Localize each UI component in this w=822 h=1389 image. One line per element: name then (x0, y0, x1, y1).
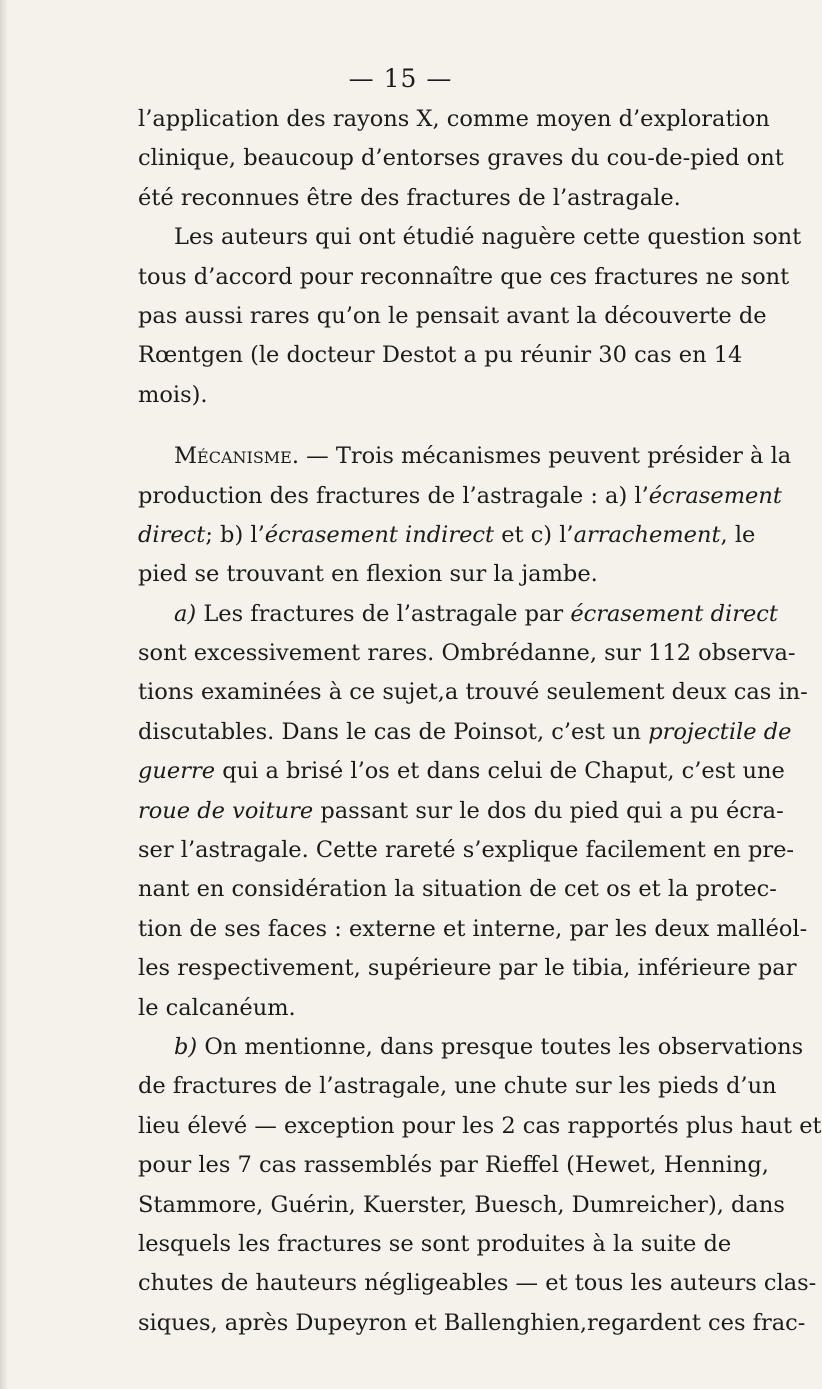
text-line: les respectivement, supérieure par le tibia, inférieure par (138, 955, 797, 982)
text-line (138, 792, 784, 831)
paragraph-b (138, 1028, 822, 1343)
page-number: — 15 — (348, 64, 453, 93)
text-run: Les fractures de l’astragale par (196, 600, 571, 627)
paragraph-auteurs (138, 218, 802, 415)
italic-term: guerre (138, 758, 216, 785)
text-line: mois). (138, 381, 208, 408)
text-line (138, 477, 782, 516)
text-line: Stammore, Guérin, Kuerster, Buesch, Dumreicher), dans (138, 1191, 785, 1218)
page-edge-shadow (0, 0, 8, 1389)
text-line (138, 516, 756, 555)
text-line (138, 752, 785, 791)
text-line: l’application des rayons X, comme moyen d’exploration (138, 106, 770, 132)
list-marker: a) (174, 600, 197, 627)
text-run: passant sur le dos du pied qui a pu écra- (313, 797, 784, 824)
text-line: lieu élevé — exception pour les 2 cas rapportés plus haut et (138, 1112, 822, 1139)
text-line: Rœntgen (le docteur Destot a pu réunir 30 cas en 14 (138, 342, 743, 369)
body-text (138, 100, 822, 1343)
section-gap (138, 415, 683, 437)
text-run: qui a brisé l’os et dans celui de Chaput, c’est une (215, 758, 785, 785)
text-line: pas aussi rares qu’on le pensait avant la découverte de (138, 302, 767, 329)
text-run: On mentionne, dans presque toutes les observations (197, 1033, 804, 1060)
text-line (138, 1028, 804, 1067)
paragraph-intro (138, 100, 784, 218)
text-run: production des fractures de l’astragale : a) l’ (138, 482, 649, 509)
text-line: sont excessivement rares. Ombrédanne, sur 112 observa- (138, 640, 796, 667)
text-line: clinique, beaucoup d’entorses graves du cou-de-pied ont (138, 145, 784, 172)
italic-term: écrasement indirect (264, 521, 495, 548)
italic-term: écrasement (648, 482, 782, 509)
text-run: , le (720, 521, 756, 548)
text-line: pied se trouvant en flexion sur la jambe. (138, 561, 598, 588)
text-line (138, 437, 792, 476)
text-line: tous d’accord pour reconnaître que ces fractures ne sont (138, 263, 790, 290)
text-line: chutes de hauteurs négligeables — et tous les auteurs clas- (138, 1270, 817, 1297)
italic-term: arrachement (573, 521, 721, 548)
text-line: ser l’astragale. Cette rareté s’explique facilement en pre- (138, 837, 795, 864)
section-mecanisme (138, 437, 792, 595)
text-line: lesquels les fractures se sont produites à la suite de (138, 1230, 732, 1257)
text-line (138, 595, 778, 634)
text-run: ; b) l’ (205, 521, 265, 548)
text-line: été reconnues être des fractures de l’astragale. (138, 184, 681, 211)
text-line: Les auteurs qui ont étudié naguère cette question sont (174, 224, 802, 251)
italic-term: roue de voiture (138, 797, 314, 824)
text-run: et c) l’ (494, 521, 574, 548)
text-line: pour les 7 cas rassemblés par Rieffel (Hewet, Henning, (138, 1152, 769, 1179)
text-line: tion de ses faces : externe et interne, par les deux malléol- (138, 915, 808, 942)
text-line (138, 713, 792, 752)
text-line: nant en considération la situation de cet os et la protec- (138, 876, 777, 903)
section-heading: Mécanisme. (174, 443, 300, 470)
italic-term: direct (138, 521, 206, 548)
text-line: tions examinées à ce sujet,a trouvé seulement deux cas in- (138, 679, 808, 706)
paragraph-a (138, 595, 808, 1028)
text-line: le calcanéum. (138, 994, 296, 1021)
italic-term: projectile de (648, 718, 792, 745)
text-run: discutables. Dans le cas de Poinsot, c’est un (138, 718, 649, 745)
list-marker: b) (174, 1033, 198, 1060)
text-line: de fractures de l’astragale, une chute sur les pieds d’un (138, 1073, 777, 1100)
text-run: — Trois mécanismes peuvent présider à la (299, 443, 792, 470)
text-line: siques, après Dupeyron et Ballenghien,regardent ces frac- (138, 1309, 806, 1336)
italic-term: écrasement direct (570, 600, 778, 627)
